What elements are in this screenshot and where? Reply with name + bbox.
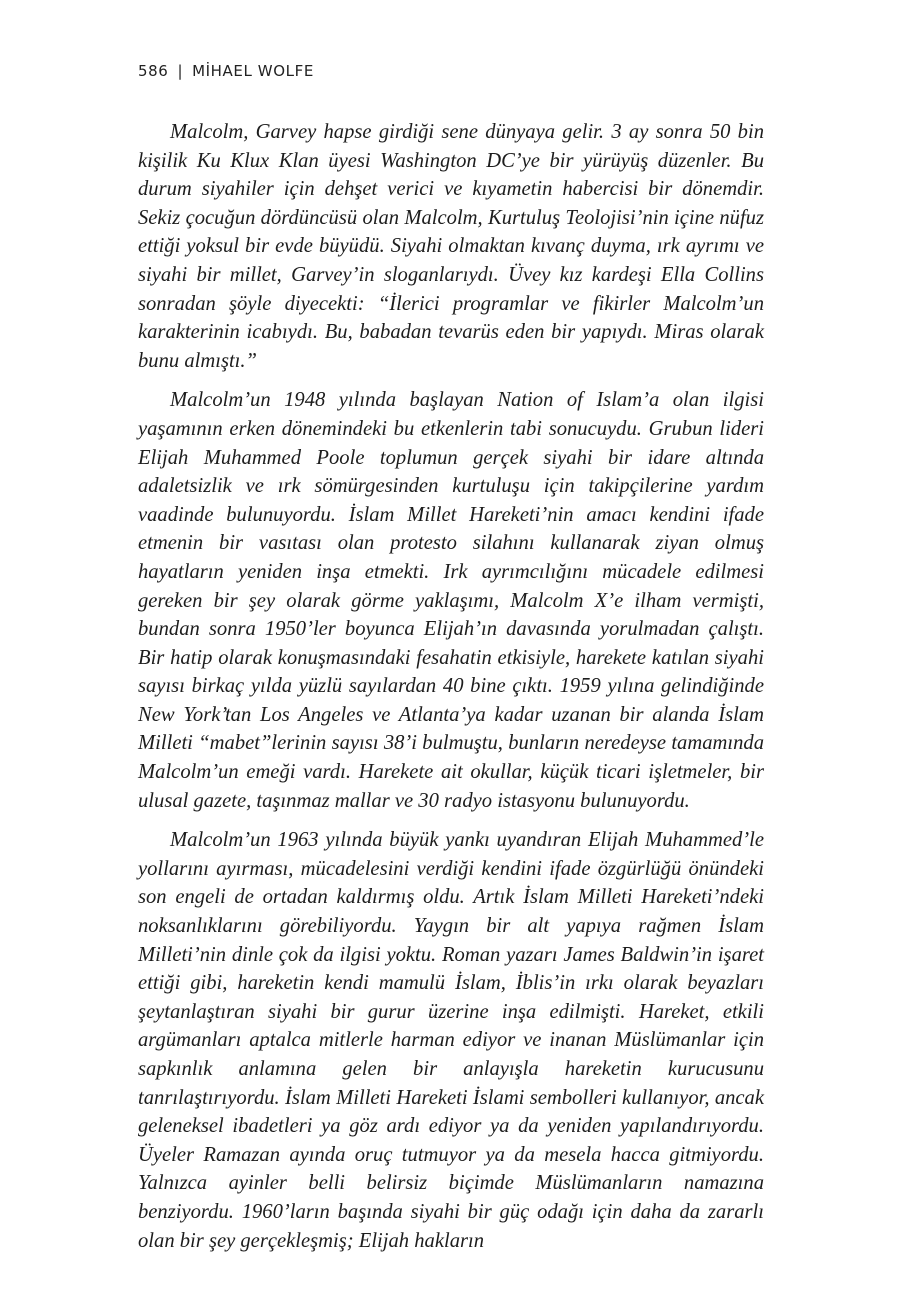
running-header — [138, 62, 314, 80]
paragraph-2: Malcolm’un 1948 yılında başlayan Nation of Islam’a olan ilgisi yaşamının erken dönemindeki bu etkenlerin tabi sonucuydu. Grubun lideri Elijah Muhammed Poole toplumun gerçek siyahi bir idare altında adaletsizlik ve ırk sömürgesinden kurtuluşu için takipçilerine yardım vaadinde bulunuyordu. İslam Millet Hareketi’nin amacı kendini ifade etmenin bir vasıtası olan protesto silahını kullanarak ziyan olmuş hayatların yeniden inşa etmekti. Irk ayrımcılığını mücadele edilmesi gereken bir şey olarak görme yaklaşımı, Malcolm X’e ilham vermişti, bundan sonra 1950’ler boyunca Elijah’ın davasında yorulmadan çalıştı. Bir hatip olarak konuşmasındaki fesahatin etkisiyle, harekete katılan siyahi sayısı birkaç yılda yüzlü sayılardan 40 bine çıktı. 1959 yılına gelindiğinde New York’tan Los Angeles ve Atlanta’ya kadar uzanan bir alanda İslam Milleti “mabet”lerinin sayısı 38’i bulmuştu, bunların neredeyse tamamında Malcolm’un emeği vardı. Harekete ait okullar, küçük ticari işletmeler, bir ulusal gazete, taşınmaz mallar ve 30 radyo istasyonu bulunuyordu. — [138, 389, 764, 812]
paragraph-1: Malcolm, Garvey hapse girdiği sene dünyaya gelir. 3 ay sonra 50 bin kişilik Ku Klux Klan üyesi Washington DC’ye bir yürüyüş düzenler. Bu durum siyahiler için dehşet verici ve kıyametin habercisi bir dönemdir. Sekiz çocuğun dördüncüsü olan Malcolm, Kurtuluş Teolojisi’nin içine nüfuz ettiği yoksul bir evde büyüdü. Siyahi olmaktan kıvanç duyma, ırk ayrımı ve siyahi bir millet, Garvey’in sloganlarıydı. Üvey kız kardeşi Ella Collins sonradan şöyle diyecekti: “İlerici programlar ve fikirler Malcolm’un karakterinin icabıydı. Bu, babadan tevarüs eden bir yapıydı. Miras olarak bunu almıştı.” — [138, 121, 764, 372]
page-number: 586 — [138, 62, 169, 80]
author-name: MİHAEL WOLFE — [192, 62, 314, 80]
header-separator: | — [177, 62, 184, 80]
body-text — [138, 118, 764, 1266]
paragraph-3: Malcolm’un 1963 yılında büyük yankı uyandıran Elijah Muhammed’le yollarını ayırması, mücadelesini verdiği kendini ifade özgürlüğü önündeki son engeli de ortadan kaldırmış oldu. Artık İslam Milleti Hareketi’ndeki noksanlıklarını görebiliyordu. Yaygın bir alt yapıya rağmen İslam Milleti’nin dinle çok da ilgisi yoktu. Roman yazarı James Baldwin’in işaret ettiği gibi, hareketin kendi mamulü İslam, İblis’in ırkı olarak beyazları şeytanlaştıran siyahi bir gurur üzerine inşa edilmişti. Hareket, etkili argümanları aptalca mitlerle harman ediyor ve inanan Müslümanlar için sapkınlık anlamına gelen bir anlayışla hareketin kurucusunu tanrılaştırıyordu. İslam Milleti Hareketi İslami sembolleri kullanıyor, ancak geleneksel ibadetleri ya göz ardı ediyor ya da yeniden yapılandırıyordu. Üyeler Ramazan ayında oruç tutmuyor ya da mesela hacca gitmiyordu. Yalnızca ayinler belli belirsiz biçimde Müslümanların namazına benziyordu. 1960’ların başında siyahi bir güç odağı için daha da zararlı olan bir şey gerçekleşmiş; Elijah hakların — [138, 829, 764, 1252]
